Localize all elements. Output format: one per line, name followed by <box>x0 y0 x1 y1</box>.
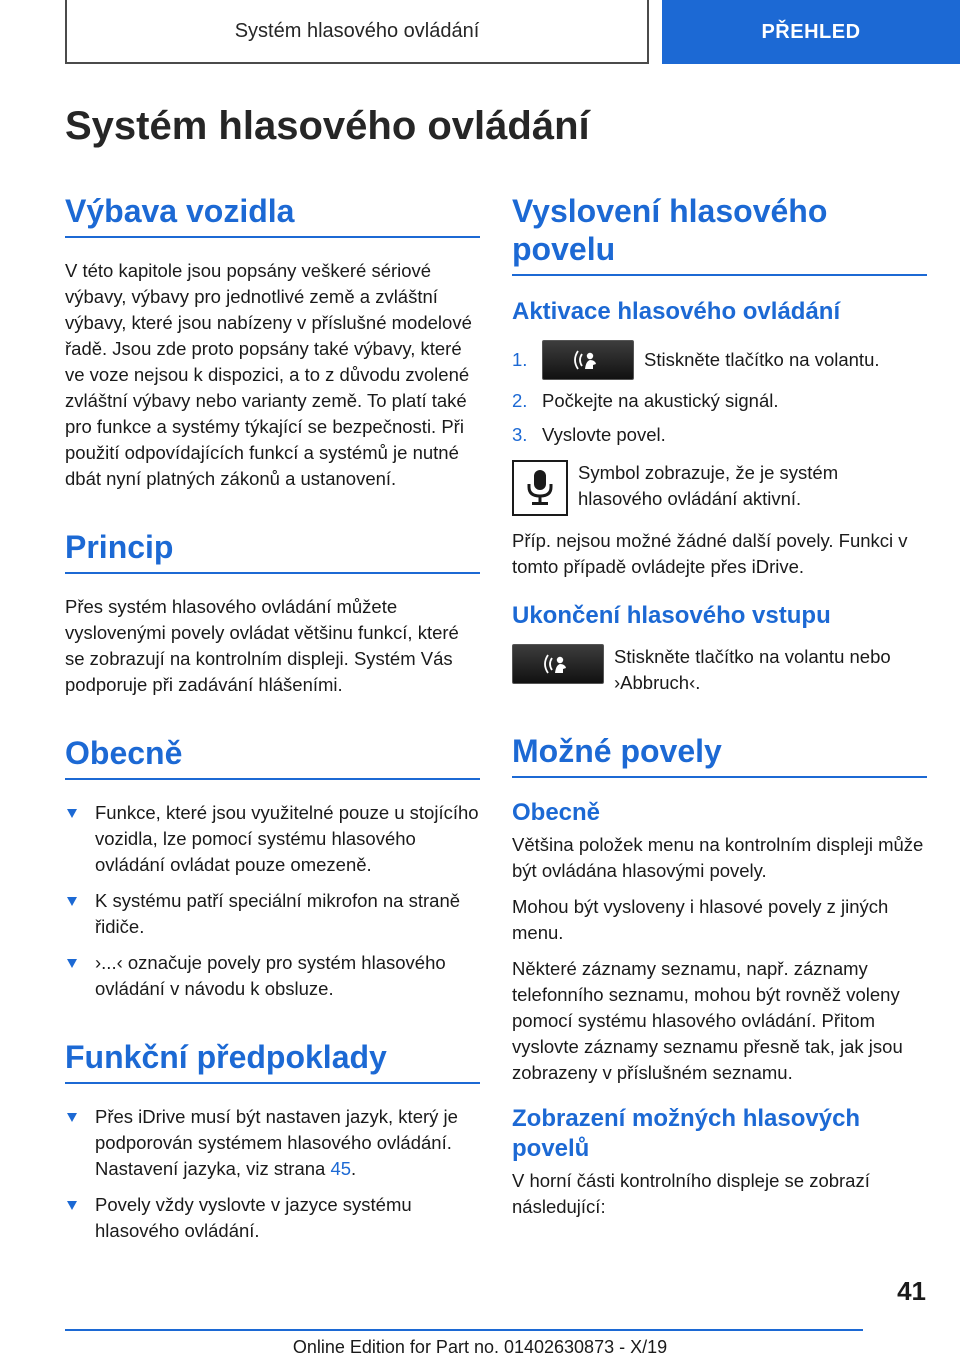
obecne-list <box>65 800 480 1002</box>
heading-vybava: Výbava vozidla <box>65 192 480 238</box>
povely-p2: Mohou být vysloveny i hlasové povely z jiných menu. <box>512 896 889 943</box>
heading-povely: Možné povely <box>512 732 927 778</box>
voice-button-icon <box>542 340 634 380</box>
list-item: Povely vždy vyslovte v jazyce systému hlasového ovládání. <box>65 1192 480 1244</box>
triangle-bullet-icon <box>67 1201 77 1210</box>
list-item: Přes iDrive musí být nastaven jazyk, který je podporován systémem hlasového ovládání. Nastavení jazyka, viz strana 45. <box>65 1104 480 1182</box>
text-vybava: V této kapitole jsou popsány veškeré sériové výbavy, výbavy pro jednotlivé země a zvláštní výbavy, které jsou nabízeny v příslušné modelové řadě. Jsou zde proto popsány také výbavy, které ve voze nejsou k dispozici, a to z důvodu zvolené zvláštní výbavy nebo varianty země. To platí také pro funkce a systémy týkající se bezpečnosti. Při použití odpovídajících funkcí a systémů je nutné dbát nyní platných zákonů a ustanovení. <box>65 260 472 489</box>
step-item: 2. Počkejte na akustický signál. <box>512 390 779 411</box>
ukonceni-text: Stiskněte tlačítko na volantu nebo ›Abbruch‹. <box>614 646 891 693</box>
steps-list <box>512 340 927 448</box>
symbol-text: Symbol zobrazuje, že je systém hlasového ovládání aktivní. <box>578 462 839 509</box>
povely-p1: Většina položek menu na kontrolním displeji může být ovládána hlasovými povely. <box>512 834 924 881</box>
heading-ukonceni: Ukončení hlasového vstupu <box>512 602 831 629</box>
footer-divider <box>65 1329 863 1331</box>
triangle-bullet-icon <box>67 1113 77 1122</box>
list-item: K systému patří speciální mikrofon na straně řidiče. <box>65 888 480 940</box>
section-tab: PŘEHLED <box>662 0 960 64</box>
heading-obecne: Obecně <box>65 734 480 780</box>
heading-predpoklady: Funkční předpoklady <box>65 1038 480 1084</box>
povely-p3: Některé záznamy seznamu, např. záznamy telefonního seznamu, mohou být rovněž voleny pomocí systému hlasového ovládání. Přitom vyslovte záznamy seznamu přesně tak, jak jsou zobrazeny v příslušném seznamu. <box>512 958 903 1083</box>
povely-p4: V horní části kontrolního displeje se zobrazí následující: <box>512 1170 870 1217</box>
heading-princip: Princip <box>65 528 480 574</box>
triangle-bullet-icon <box>67 809 77 818</box>
note-text: Příp. nejsou možné žádné další povely. Funkci v tomto případě ovládejte přes iDrive. <box>512 530 908 577</box>
text-princip: Přes systém hlasového ovládání můžete vyslovenými povely ovládat většinu funkcí, které se zobrazují na kontrolním displeji. Systém Vás podporuje při zadávání hlášeními. <box>65 596 459 695</box>
predpoklady-list <box>65 1104 480 1244</box>
step-item: 1. Stiskněte tlačítko na volantu. <box>512 340 927 380</box>
triangle-bullet-icon <box>67 897 77 906</box>
ukonceni-row <box>512 644 927 696</box>
heading-zobrazeni: Zobrazení možných hlasových povelů <box>512 1105 861 1162</box>
chapter-tab: Systém hlasového ovládání <box>65 0 649 64</box>
page-link-45[interactable]: 45 <box>330 1158 352 1179</box>
footer-edition: Online Edition for Part no. 01402630873 - X/19 <box>292 1337 668 1357</box>
triangle-bullet-icon <box>67 959 77 968</box>
left-column <box>65 192 480 1254</box>
page-number: 41 <box>897 1276 926 1306</box>
heading-vysloveni: Vyslovení hlasového povelu <box>512 192 927 276</box>
list-item: Funkce, které jsou využitelné pouze u stojícího vozidla, lze pomocí systému hlasového ovládání ovládat pouze omezeně. <box>65 800 480 878</box>
right-column <box>512 192 927 1230</box>
list-item: ›...‹ označuje povely pro systém hlasového ovládání v návodu k obsluze. <box>65 950 480 1002</box>
step-item: 3. Vyslovte povel. <box>512 424 666 445</box>
symbol-row <box>512 460 927 516</box>
heading-obecne-right: Obecně <box>512 799 601 826</box>
heading-aktivace: Aktivace hlasového ovládání <box>512 298 841 325</box>
microphone-icon <box>512 460 568 516</box>
page-title: Systém hlasového ovládání <box>65 104 590 148</box>
voice-button-icon <box>512 644 604 684</box>
